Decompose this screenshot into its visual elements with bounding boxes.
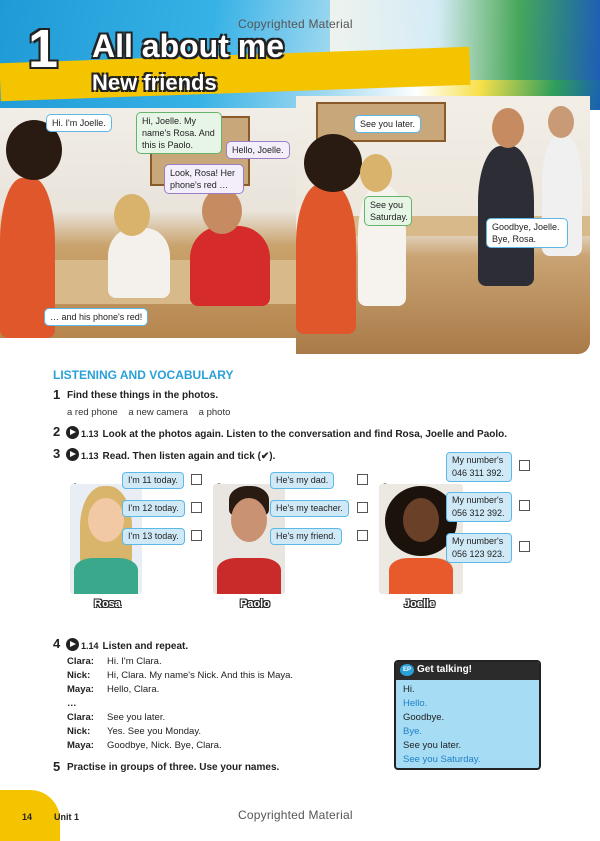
bubble-see-you-later: See you later. [354,115,421,133]
bubble-see-you-saturday: See you Saturday. [364,196,412,226]
ep-badge-icon: EP [400,664,414,676]
play-audio-icon[interactable] [66,448,79,461]
bubble-hi-joelle: Hi. I'm Joelle. [46,114,112,132]
option-joelle-number-2: My number's 056 312 392. [446,492,512,522]
ex4-text: Listen and repeat. [102,641,189,652]
watermark-bottom: Copyrighted Material [238,808,353,822]
unit-title: All about me [92,28,285,64]
bubble-goodbye-joelle: Goodbye, Joelle. Bye, Rosa. [486,218,568,248]
unit-subtitle: New friends [92,70,217,95]
name-paolo: Paolo [240,598,270,610]
option-joelle-number-1: My number's 046 311 392. [446,452,512,482]
tick-box[interactable] [357,474,368,485]
bubble-hello-joelle: Hello, Joelle. [226,141,290,159]
option-rosa-12: I'm 12 today. [122,500,185,517]
ex4-number: 4 [53,636,61,651]
unit-number: 1 [28,19,59,79]
person-paolo [190,226,270,306]
ex2-track: 1.13 [81,429,99,439]
section-title: LISTENING AND VOCABULARY [53,368,234,382]
tick-box[interactable] [191,502,202,513]
person-paolo-right [478,146,534,286]
ex3-number: 3 [53,446,61,461]
head-rosa-right [360,154,392,192]
tick-box[interactable] [191,530,202,541]
tick-box[interactable] [191,474,202,485]
option-joelle-number-3: My number's 056 123 923. [446,533,512,563]
vocab-item: a red phone [67,407,118,418]
ex5-number: 5 [53,759,61,774]
dialogue-line: Nick: Hi, Clara. My name's Nick. And this is Maya. [67,670,294,681]
play-audio-icon[interactable] [66,426,79,439]
play-audio-icon[interactable] [66,638,79,651]
option-rosa-11: I'm 11 today. [122,472,184,489]
ex2-text: Look at the photos again. Listen to the conversation and find Rosa, Joelle and Paolo. [102,429,508,440]
phrase: Bye. [403,726,423,737]
dialogue-line: Clara: Hi. I'm Clara. [67,656,162,667]
phrase: See you Saturday. [403,754,481,765]
dialogue-line: Nick: Yes. See you Monday. [67,726,202,737]
ex5-instruction: Practise in groups of three. Use your names. [67,762,280,773]
head-paolo [202,188,242,234]
head-teacher [548,106,574,138]
phrase: See you later. [403,740,462,751]
ex4-instruction [66,638,188,652]
phrase: Hello. [403,698,428,709]
ex1-instruction: Find these things in the photos. [67,390,219,401]
get-talking-header [396,662,539,680]
bubble-look-rosa: Look, Rosa! Her phone's red … [164,164,244,194]
tick-box[interactable] [357,530,368,541]
ex4-track: 1.14 [81,641,99,651]
tick-box[interactable] [519,460,530,471]
ex3-track: 1.13 [81,451,99,461]
ex2-instruction [66,426,596,440]
bubble-his-phone: … and his phone's red! [44,308,148,326]
ex3-instruction [66,448,275,462]
footer-unit: Unit 1 [54,812,80,822]
ex3-text: Read. Then listen again and tick (✔). [102,451,276,462]
name-joelle: Joelle [404,598,436,610]
dialogue-line: Clara: See you later. [67,712,166,723]
ex2-number: 2 [53,424,61,439]
person-joelle-right [296,184,356,334]
watermark-top: Copyrighted Material [238,17,353,31]
phrase: Hi. [403,684,415,695]
vocab-item: a photo [198,407,231,418]
phrase: Goodbye. [403,712,445,723]
person-rosa [108,228,170,298]
bubble-rosa-intro: Hi, Joelle. My name's Rosa. And this is Paolo. [136,112,222,154]
option-paolo-dad: He's my dad. [270,472,334,489]
head-rosa [114,194,150,236]
option-paolo-teacher: He's my teacher. [270,500,349,517]
name-rosa: Rosa [94,598,121,610]
ex1-vocab [67,407,238,418]
head-paolo-right [492,108,524,148]
dialogue-line: … [67,698,77,709]
page-number: 14 [22,812,33,822]
dialogue-line: Maya: Goodbye, Nick. Bye, Clara. [67,740,222,751]
ex1-number: 1 [53,387,61,402]
tick-box[interactable] [519,500,530,511]
option-paolo-friend: He's my friend. [270,528,342,545]
tick-box[interactable] [519,541,530,552]
get-talking-box [394,660,541,770]
tick-box[interactable] [357,502,368,513]
head-joelle-right [304,134,362,192]
dialogue-line: Maya: Hello, Clara. [67,684,160,695]
get-talking-title: Get talking! [417,664,473,675]
vocab-item: a new camera [128,407,189,418]
option-rosa-13: I'm 13 today. [122,528,185,545]
